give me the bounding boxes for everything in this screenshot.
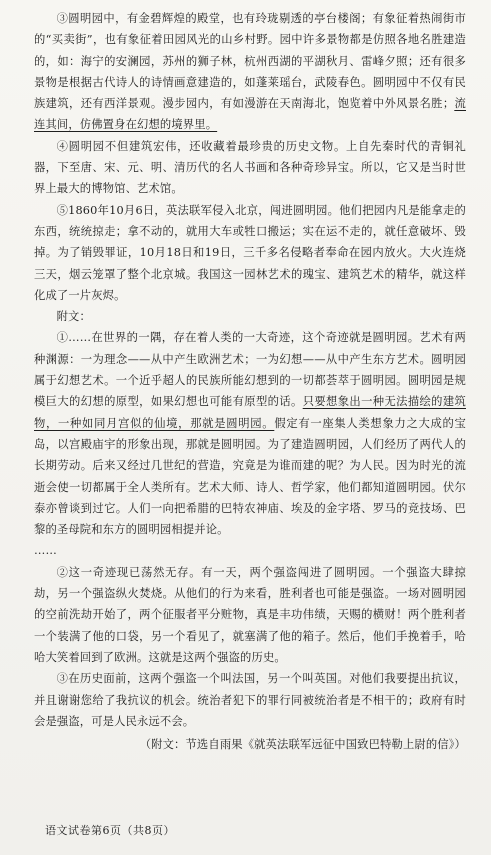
paragraph-5: ⑤1860年10月6日，英法联军侵入北京，闯进圆明园。他们把园内凡是能拿走的东西，统统掠走；拿不动的，就用大车或牲口搬运；实在运不走的，就任意破坏、毁掉。为了销毁罪证，10月18日和19日，三千多名侵略者奉命在园内放火。大火连烧三天，烟云笼罩了整个北京城。我国这一园林艺术的瑰宝、建筑艺术的精华，就这样化成了一片灰烬。	[34, 203, 466, 302]
paragraph-4: ④圆明园不但建筑宏伟，还收藏着最珍贵的历史文物。上自先秦时代的青铜礼器，下至唐、宋、元、明、清历代的名人书画和各种奇珍异宝。所以，它又是当时世界上最大的博物馆、艺术馆。	[34, 139, 466, 196]
ellipsis-line: ……	[34, 544, 57, 558]
appendix-paragraph-1-text-continued: 假定有一座集人类想象力之大成的宝岛，以宫殿庙宇的形象出现，那就是圆明园。为了建造圆明园，人们经历了两代人的长期劳动。后来又经过几世纪的营造，究竟是为谁而建的呢？为人民。因为时光的流逝会使一切都属于全人类所有。艺术大师、诗人、哲学家，他们都知道圆明园。伏尔泰亦曾谈到过它。人们一向把希腊的巴特农神庙、埃及的金字塔、罗马的竞技场、巴黎的圣母院和东方的圆明园相提并论。	[34, 416, 466, 537]
appendix-paragraph-1-text: ①……在世界的一隅，存在着人类的一大奇迹，这个奇迹就是圆明园。艺术有两种渊源：一为理念——从中产生欧洲艺术；一为幻想——从中产生东方艺术。圆明园属于幻想艺术。一个近乎超人的民族所能幻想到的一切都荟萃于圆明园。圆明园是规模巨大的幻想的原型，如果幻想也可能有原型的话。	[34, 331, 466, 409]
paragraph-3-underlined-sentence: 流连其间，仿佛置身在幻想的境界里。	[34, 97, 466, 132]
appendix-paragraph-2: ②这一奇迹现已荡然无存。有一天，两个强盗闯进了圆明园。一个强盗大肆掠劫，另一个强盗纵火焚烧。从他们的行为来看，胜利者也可能是强盗。一场对圆明园的空前洗劫开始了，两个征服者平分赃物，真是丰功伟绩，天赐的横财！两个胜利者一个装满了他的口袋，另一个看见了，就塞满了他的箱子。然后，他们手挽着手，哈哈大笑着回到了欧洲。这就是这两个强盗的历史。	[34, 565, 466, 664]
paragraph-3-text: ③圆明园中，有金碧辉煌的殿堂，也有玲珑剔透的亭台楼阁；有象征着热闹街市的“买卖街”，也有象征着田园风光的山乡村野。园中许多景物都是仿照各地名胜建造的，如：海宁的安澜园，苏州的狮子林，杭州西湖的平湖秋月、雷峰夕照；还有很多景物是根据古代诗人的诗情画意建造的，如蓬莱瑶台，武陵春色。圆明园中不仅有民族建筑，还有西洋景观。漫步园内，有如漫游在天南海北，饱览着中外风景名胜；	[34, 12, 466, 111]
appendix-paragraph-1-underlined-sentence: 只要想象出一种无法描绘的建筑物，一种如同月宫似的仙境，那就是圆明园。	[34, 395, 466, 430]
appendix-heading: 附文：	[56, 310, 91, 324]
appendix-paragraph-1	[34, 327, 466, 540]
appendix-paragraph-3: ③在历史面前，这两个强盗一个叫法国，另一个叫英国。对他们我要提出抗议，并且谢谢您给了我抗议的机会。统治者犯下的罪行同被统治者是不相干的；政府有时会是强盗，可是人民永远不会。	[34, 672, 466, 728]
paragraph-3	[34, 8, 466, 136]
page-footer: 语文试卷第6页（共8页）	[45, 824, 175, 837]
text-body	[34, 8, 466, 755]
appendix-source-note: （附文：节选自雨果《就英法联军远征中国致巴特勒上尉的信》）	[139, 738, 466, 752]
